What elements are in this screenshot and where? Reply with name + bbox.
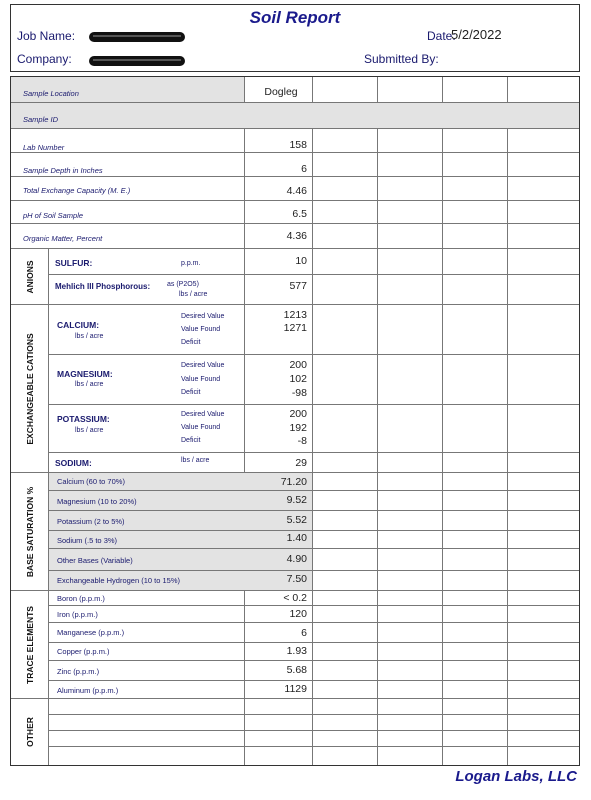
report-header [10,4,580,72]
desired-label-potassium: Desired Value [181,411,225,418]
section-trace-elements [11,591,49,699]
job-name-label: Job Name: [17,29,76,43]
row-boron [49,591,579,606]
value-iron: 120 [289,608,307,620]
deficit-label-calcium: Deficit [181,339,201,346]
found-label-magnesium: Value Found [181,376,221,383]
section-base-saturation-label: BASE SATURATION % [24,486,35,577]
label-zinc: Zinc (p.p.m.) [57,667,100,676]
row-potassium [49,405,579,453]
unit-sulfur: p.p.m. [181,260,201,267]
label-manganese: Manganese (p.p.m.) [57,628,125,637]
label-bs-calcium: Calcium (60 to 70%) [57,477,125,486]
label-organic-matter: Organic Matter, Percent [23,234,103,243]
section-cations [11,305,49,473]
deficit-magnesium: -98 [291,387,307,399]
value-bs-magnesium: 9.52 [286,494,307,506]
label-magnesium: MAGNESIUM: [57,369,113,379]
label-potassium: POTASSIUM: [57,414,110,424]
value-copper: 1.93 [286,645,307,657]
value-sample-depth: 6 [301,163,307,175]
section-anions [11,249,49,305]
unit-magnesium: lbs / acre [75,381,104,388]
deficit-label-potassium: Deficit [181,437,201,444]
found-magnesium: 102 [289,373,307,385]
desired-potassium: 200 [289,408,307,420]
date-label: Date: [427,29,456,43]
value-bs-calcium: 71.20 [280,476,307,488]
label-bs-hydrogen: Exchangeable Hydrogen (10 to 15%) [57,576,180,585]
label-ph: pH of Soil Sample [23,211,84,220]
submitted-by-label: Submitted By: [364,52,439,66]
row-zinc [49,661,579,681]
unit-potassium: lbs / acre [75,427,104,434]
row-sulfur [49,249,579,275]
redacted-company [89,56,185,66]
label-bs-other: Other Bases (Variable) [57,556,133,565]
label-sulfur: SULFUR: [55,258,93,268]
value-bs-other: 4.90 [286,553,307,565]
label-boron: Boron (p.p.m.) [57,594,105,603]
label-aluminum: Aluminum (p.p.m.) [57,686,119,695]
section-anions-label: ANIONS [24,259,35,294]
label-copper: Copper (p.p.m.) [57,647,110,656]
value-tec: 4.46 [286,185,307,197]
value-lab-number: 158 [289,139,307,151]
row-iron [49,606,579,623]
section-other [11,699,49,765]
label-sample-depth: Sample Depth in Inches [23,166,103,175]
found-potassium: 192 [289,422,307,434]
label-sodium: SODIUM: [55,458,92,468]
row-bs-calcium [49,473,579,491]
label-sample-location: Sample Location [23,89,79,98]
deficit-potassium: -8 [297,435,307,447]
label-bs-sodium: Sodium (.5 to 3%) [57,536,118,545]
redacted-job-name [89,32,185,42]
label-bs-potassium: Potassium (2 to 5%) [57,517,125,526]
report-title: Soil Report [249,8,341,27]
desired-calcium: 1213 [283,309,307,321]
found-calcium: 1271 [283,322,307,334]
unit-sodium: lbs / acre [181,457,210,464]
value-zinc: 5.68 [286,664,307,676]
desired-magnesium: 200 [289,359,307,371]
date-value: 5/2/2022 [451,27,502,42]
row-bs-potassium [49,511,579,531]
unit-phos-line2: lbs / acre [179,291,208,298]
value-bs-potassium: 5.52 [286,514,307,526]
row-manganese [49,623,579,643]
row-copper [49,643,579,661]
unit-calcium: lbs / acre [75,333,104,340]
desired-label-calcium: Desired Value [181,313,225,320]
section-trace-elements-label: TRACE ELEMENTS [24,605,35,684]
label-lab-number: Lab Number [23,143,65,152]
value-bs-sodium: 1.40 [286,532,307,544]
label-phosphorous: Mehlich III Phosphorous: [55,282,151,291]
desired-label-magnesium: Desired Value [181,362,225,369]
value-manganese: 6 [301,627,307,639]
row-aluminum [49,681,579,699]
label-bs-magnesium: Magnesium (10 to 20%) [57,497,137,506]
company-label: Company: [17,52,72,66]
row-sodium [49,453,579,473]
label-calcium: CALCIUM: [57,320,100,330]
value-ph: 6.5 [292,208,307,220]
deficit-label-magnesium: Deficit [181,389,201,396]
value-boron: < 0.2 [283,592,307,604]
row-calcium [49,305,579,355]
results-grid [10,76,580,766]
lab-brand: Logan Labs, LLC [455,768,577,785]
value-sulfur: 10 [295,255,307,267]
value-sodium: 29 [295,457,307,469]
row-magnesium [49,355,579,405]
label-sample-id: Sample ID [23,115,59,124]
row-other-2 [49,715,579,731]
row-sample-id [11,103,579,129]
value-bs-hydrogen: 7.50 [286,573,307,585]
found-label-potassium: Value Found [181,424,221,431]
row-other-3 [49,731,579,747]
found-label-calcium: Value Found [181,326,221,333]
row-other-1 [49,699,579,715]
label-tec: Total Exchange Capacity (M. E.) [23,186,131,195]
section-other-label: OTHER [24,717,35,747]
row-bs-sodium [49,531,579,549]
value-organic-matter: 4.36 [286,230,307,242]
label-iron: Iron (p.p.m.) [57,610,98,619]
section-cations-label: EXCHANGEABLE CATIONS [24,332,35,445]
value-sample-location: Dogleg [264,86,298,98]
unit-phos-line1: as (P2O5) [167,281,199,288]
value-phosphorous: 577 [289,280,307,292]
value-aluminum: 1129 [284,683,307,695]
section-base-saturation [11,473,49,591]
